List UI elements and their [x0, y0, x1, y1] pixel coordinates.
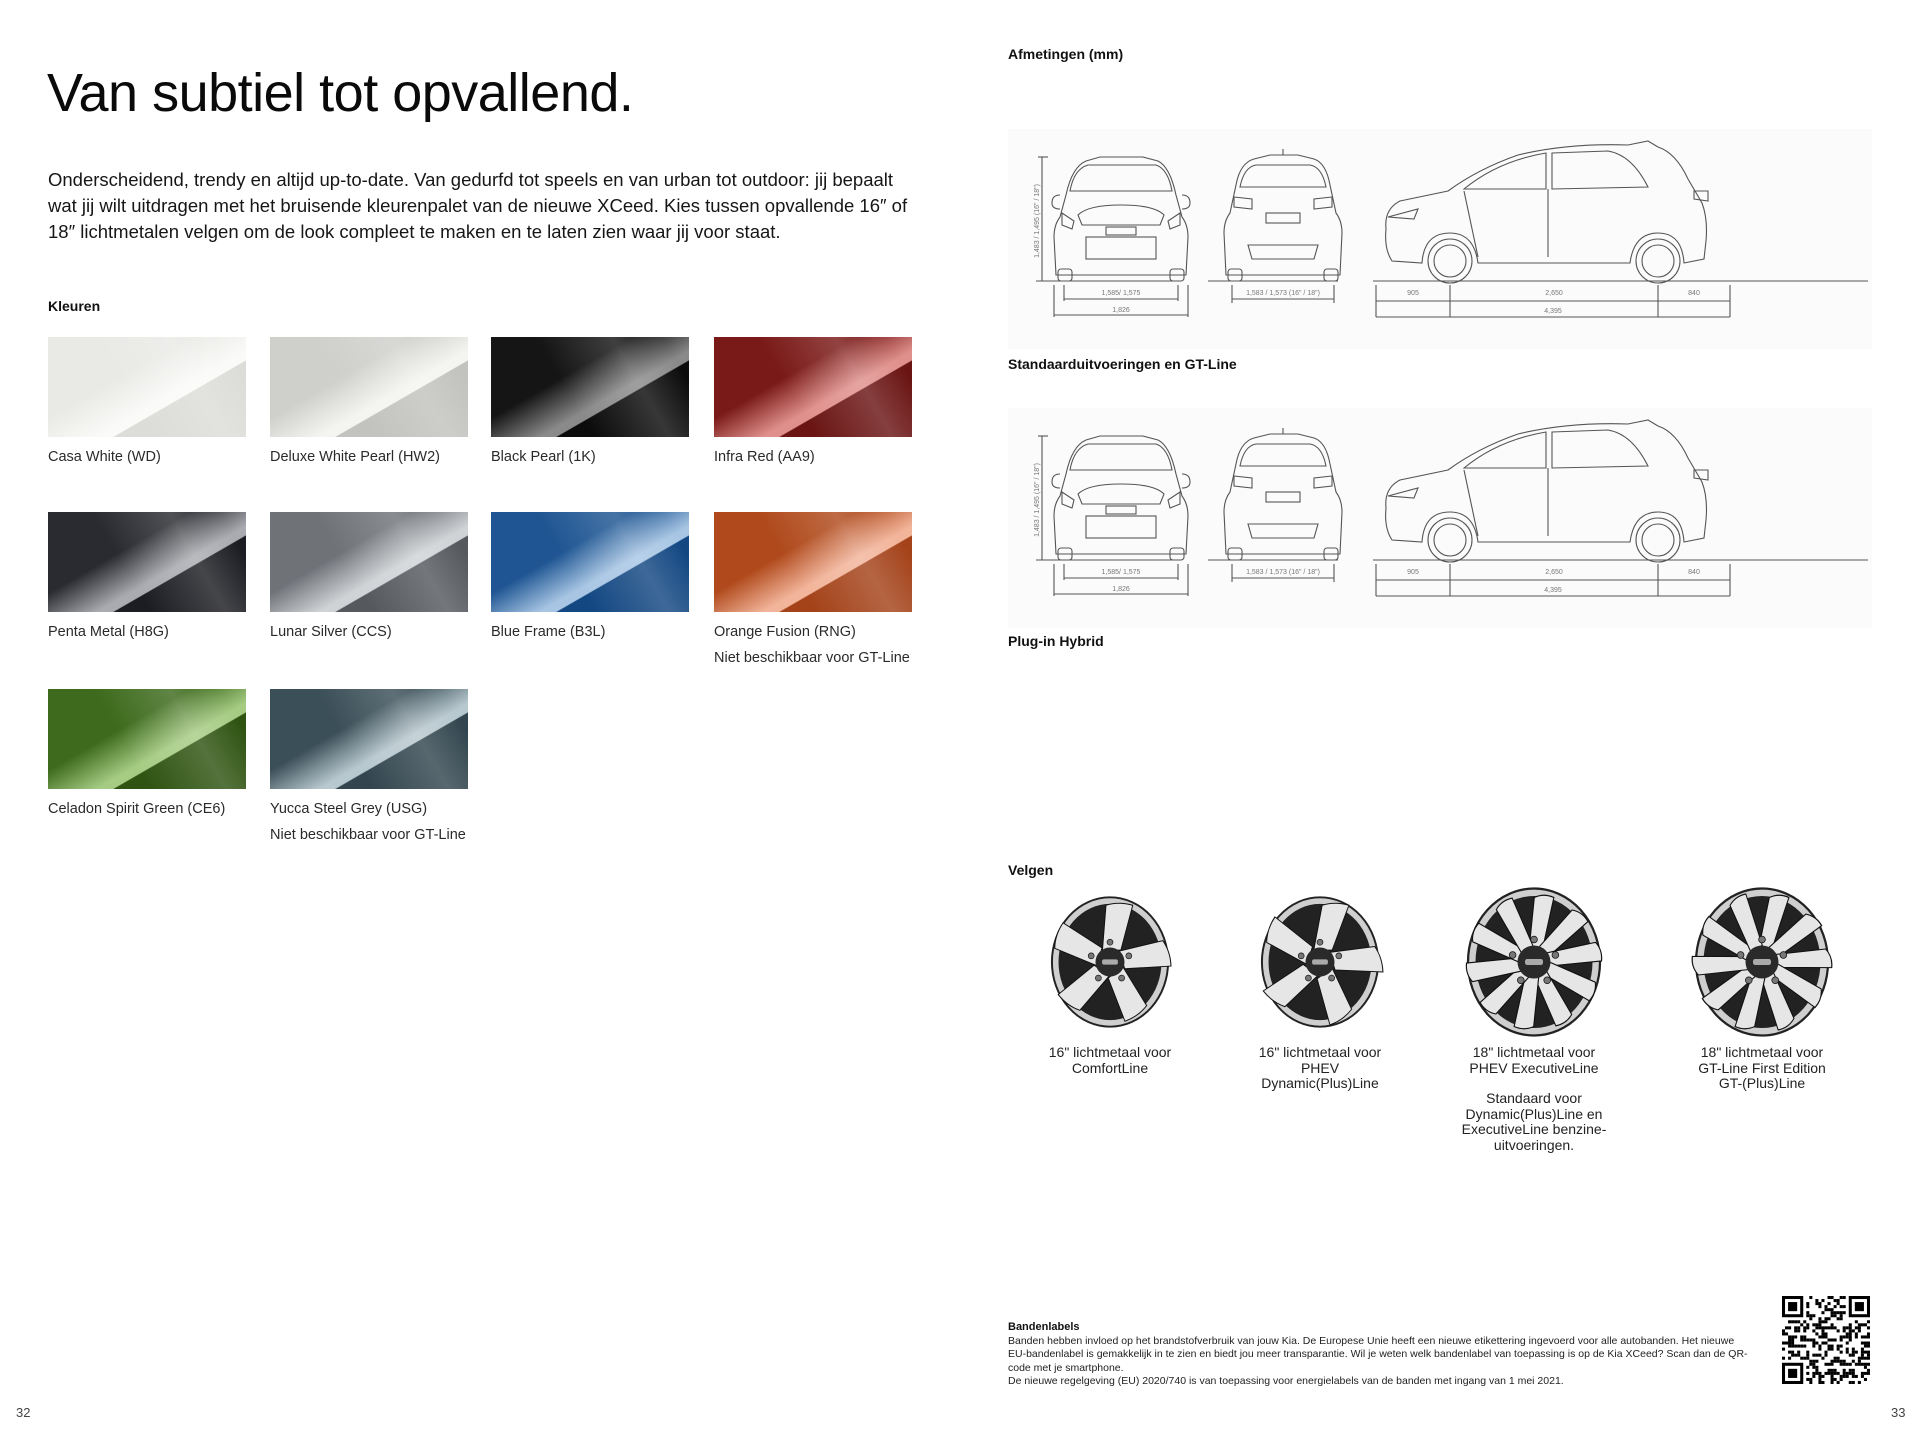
swatch-sheen — [270, 689, 468, 789]
swatch-label: Infra Red (AA9) — [714, 449, 815, 465]
car-blueprint-standard-icon — [1008, 129, 1872, 349]
qr-code-icon[interactable] — [1782, 1296, 1870, 1384]
swatch-availability-note: Niet beschikbaar voor GT-Line — [714, 650, 910, 666]
swatch-label: Deluxe White Pearl (HW2) — [270, 449, 441, 465]
swatch-sheen — [714, 337, 912, 437]
svg-text:1,585/ 1,575: 1,585/ 1,575 — [1101, 569, 1141, 576]
swatch-sheen — [48, 689, 246, 789]
swatch-label: Lunar Silver (CCS) — [270, 624, 392, 640]
page-number-right: 33 — [1891, 1405, 1906, 1420]
page-number-left: 32 — [16, 1405, 31, 1420]
wheel-caption — [1010, 1045, 1210, 1076]
wheels-heading: Velgen — [1008, 862, 1054, 878]
svg-text:1,483 / 1,495 (16" / 18"): 1,483 / 1,495 (16" / 18") — [1034, 463, 1041, 537]
svg-text:1,583 / 1,573 (16" / 18"): 1,583 / 1,573 (16" / 18") — [1246, 290, 1320, 297]
tyre-labels-text — [1008, 1335, 1748, 1389]
intro-paragraph: Onderscheidend, trendy en altijd up-to-date. Van gedurfd tot speels en van urban tot outdoor: jij bepaalt wat jij wilt uitdragen met het bruisende kleurenpalet van de nieuwe XCeed. Kies tussen opvallende 16″ of 18″ lichtmetalen velgen om de look compleet te maken en te laten zien waar jij voor staat. — [48, 169, 908, 242]
wheel-caption-line2: PHEV — [1300, 1059, 1340, 1076]
page-title: Van subtiel tot opvallend. — [47, 63, 634, 123]
svg-text:1,826: 1,826 — [1112, 307, 1130, 314]
swatch-sheen — [270, 512, 468, 612]
dimensions-diagram-standard — [1008, 129, 1872, 349]
color-swatch[interactable] — [48, 512, 246, 612]
svg-text:2,650: 2,650 — [1545, 569, 1563, 576]
wheel-caption-line2: GT-Line First Edition — [1698, 1059, 1826, 1076]
wheel-caption-line1: 18" lichtmetaal voor — [1700, 1044, 1824, 1060]
swatch-sheen — [270, 337, 468, 437]
swatch-availability-note: Niet beschikbaar voor GT-Line — [270, 827, 466, 843]
wheel-caption — [1662, 1045, 1862, 1092]
svg-text:840: 840 — [1688, 290, 1700, 297]
tyre-labels-regulation: De nieuwe regelgeving (EU) 2020/740 is van toepassing voor energielabels van de banden met ingang van 1 mei 2021. — [1008, 1375, 1564, 1388]
color-swatch[interactable] — [491, 337, 689, 437]
swatch-label: Celadon Spirit Green (CE6) — [48, 801, 226, 817]
tyre-labels-body: Banden hebben invloed op het brandstofverbruik van jouw Kia. De Europese Unie heeft een nieuwe etikettering ingevoerd voor alle autobanden. Het nieuwe EU-bandenlabel is gemakkelijk in te zien en biedt jou meer transparantie. Wil je weten welk bandenlabel van toepassing is op de Kia XCeed? Scan dan de QR-code met je smartphone. — [1008, 1335, 1748, 1374]
car-blueprint-phev-icon — [1008, 408, 1872, 628]
swatch-sheen — [48, 512, 246, 612]
swatch-sheen — [48, 337, 246, 437]
swatch-label: Black Pearl (1K) — [491, 449, 596, 465]
dimensions-diagram-phev — [1008, 408, 1872, 628]
swatch-sheen — [714, 512, 912, 612]
svg-text:905: 905 — [1407, 290, 1419, 297]
dimensions-heading: Afmetingen (mm) — [1008, 46, 1124, 62]
color-swatch[interactable] — [270, 337, 468, 437]
swatch-label: Yucca Steel Grey (USG) — [270, 801, 428, 817]
color-swatch[interactable] — [714, 512, 912, 612]
svg-text:4,395: 4,395 — [1544, 308, 1562, 315]
swatch-label: Blue Frame (B3L) — [491, 624, 606, 640]
colors-heading: Kleuren — [48, 298, 101, 314]
color-swatch[interactable] — [270, 512, 468, 612]
alloy-wheel-icon — [1254, 896, 1386, 1028]
wheel-caption-line1: 16" lichtmetaal voor — [1258, 1044, 1382, 1060]
wheel-caption-line3: Dynamic(Plus)Line — [1261, 1075, 1379, 1091]
wheel-caption — [1220, 1045, 1420, 1092]
svg-text:1,583 / 1,573 (16" / 18"): 1,583 / 1,573 (16" / 18") — [1246, 569, 1320, 576]
svg-text:1,585/ 1,575: 1,585/ 1,575 — [1101, 290, 1141, 297]
svg-text:905: 905 — [1407, 569, 1419, 576]
swatch-label: Orange Fusion (RNG) — [714, 624, 856, 640]
svg-text:840: 840 — [1688, 569, 1700, 576]
svg-text:4,395: 4,395 — [1544, 587, 1562, 594]
svg-text:1,483 / 1,495 (16" / 18"): 1,483 / 1,495 (16" / 18") — [1034, 184, 1041, 258]
alloy-wheel-icon — [1687, 887, 1837, 1037]
alloy-wheel-icon — [1044, 896, 1176, 1028]
wheel-caption-line1: 16" lichtmetaal voor — [1048, 1044, 1172, 1060]
wheel-caption-line1: 18" lichtmetaal voor — [1472, 1044, 1596, 1060]
tyre-labels-heading: Bandenlabels — [1008, 1321, 1080, 1333]
wheel-standard-note: Standaard voor Dynamic(Plus)Line en ExecutiveLine benzine-uitvoeringen. — [1461, 1090, 1607, 1153]
color-swatch[interactable] — [48, 337, 246, 437]
swatch-sheen — [491, 512, 689, 612]
color-swatch[interactable] — [714, 337, 912, 437]
alloy-wheel-icon — [1459, 887, 1609, 1037]
swatch-label: Casa White (WD) — [48, 449, 161, 465]
diagram-label-standard: Standaarduitvoeringen en GT-Line — [1008, 356, 1237, 372]
wheel-caption-line2: ComfortLine — [1071, 1059, 1149, 1076]
diagram-label-phev: Plug-in Hybrid — [1008, 633, 1104, 649]
swatch-label: Penta Metal (H8G) — [48, 624, 169, 640]
swatch-sheen — [491, 337, 689, 437]
color-swatch[interactable] — [491, 512, 689, 612]
svg-text:1,826: 1,826 — [1112, 586, 1130, 593]
wheel-caption — [1434, 1045, 1634, 1153]
color-swatch[interactable] — [270, 689, 468, 789]
wheel-caption-line2: PHEV ExecutiveLine — [1469, 1059, 1599, 1076]
color-swatch[interactable] — [48, 689, 246, 789]
wheel-caption-line3: GT-(Plus)Line — [1718, 1075, 1806, 1091]
svg-text:2,650: 2,650 — [1545, 290, 1563, 297]
